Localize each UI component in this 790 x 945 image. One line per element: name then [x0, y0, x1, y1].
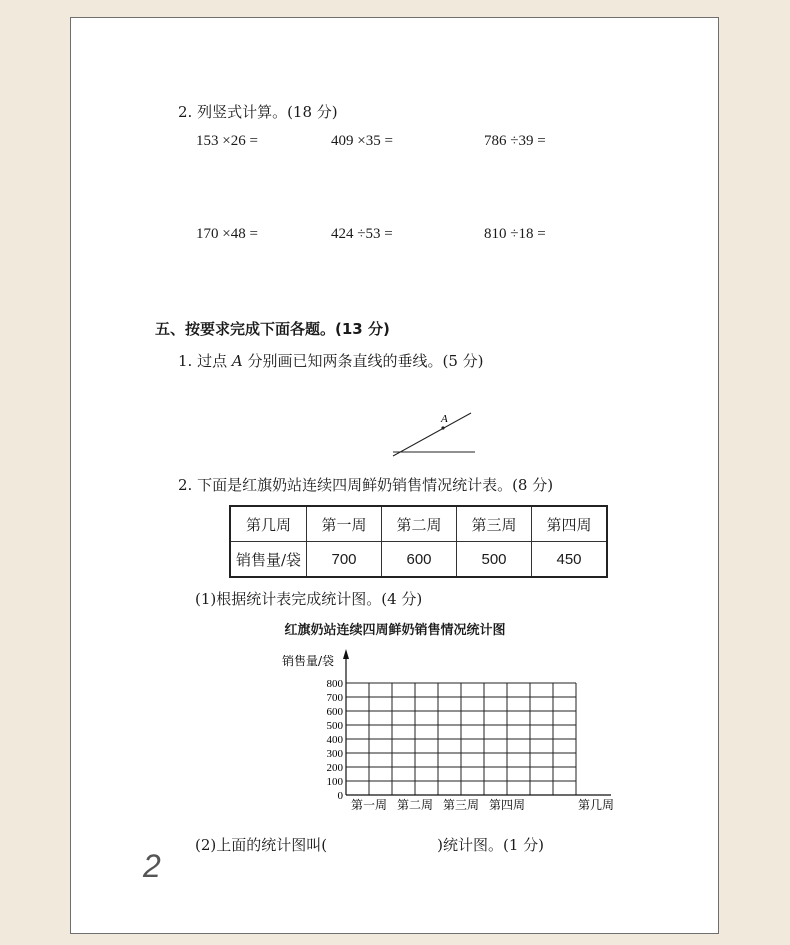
calc-item: 409 ×35 = — [331, 133, 393, 149]
x-tick-label: 第一周 — [350, 798, 388, 812]
slanted-line — [393, 413, 471, 456]
point-a — [441, 426, 444, 429]
table-cell: 第一周 — [307, 506, 382, 542]
chart-title: 红旗奶站连续四周鲜奶销售情况统计图 — [284, 623, 506, 638]
calc-item: 424 ÷53 = — [331, 226, 393, 242]
y-axis-label: 销售量/袋 — [282, 654, 335, 668]
question-4-2-title: 2. 列竖式计算。(18 分) — [178, 103, 338, 121]
calc-item: 153 ×26 = — [196, 133, 258, 149]
table-cell: 第三周 — [457, 506, 532, 542]
y-tick-label: 500 — [326, 720, 343, 732]
y-tick-label: 100 — [326, 776, 343, 788]
page-number: 2 — [143, 848, 161, 884]
question-5-2-title: 2. 下面是红旗奶站连续四周鲜奶销售情况统计表。(8 分) — [178, 476, 554, 494]
table-cell: 450 — [532, 542, 608, 578]
lines-figure — [380, 405, 490, 465]
x-tick-label: 第二周 — [396, 798, 434, 812]
x-axis-label: 第几周 — [577, 798, 615, 812]
table-cell: 700 — [307, 542, 382, 578]
question-5-1-title: 1. 过点 A 分别画已知两条直线的垂线。(5 分) — [178, 352, 484, 370]
calc-item: 786 ÷39 = — [484, 133, 546, 149]
table-header-row — [230, 506, 607, 542]
y-tick-label: 300 — [326, 748, 343, 760]
point-a-label: A — [441, 413, 448, 425]
x-tick-label: 第四周 — [488, 798, 526, 812]
y-axis-arrow — [343, 649, 349, 659]
y-tick-label: 600 — [326, 706, 343, 718]
calc-item: 810 ÷18 = — [484, 226, 546, 242]
bar-chart — [270, 645, 630, 820]
y-tick-label: 700 — [326, 692, 343, 704]
table-cell: 第几周 — [230, 506, 307, 542]
table-cell: 500 — [457, 542, 532, 578]
table-cell: 销售量/袋 — [230, 542, 307, 578]
sales-table — [229, 505, 608, 578]
sub-question-2: (2)上面的统计图叫( )统计图。(1 分) — [195, 836, 544, 854]
sub-question-1: (1)根据统计表完成统计图。(4 分) — [195, 590, 423, 608]
y-tick-label: 0 — [337, 790, 343, 802]
calc-item: 170 ×48 = — [196, 226, 258, 242]
x-tick-label: 第三周 — [442, 798, 480, 812]
table-cell: 第四周 — [532, 506, 608, 542]
table-cell: 600 — [382, 542, 457, 578]
table-cell: 第二周 — [382, 506, 457, 542]
section-5-title: 五、按要求完成下面各题。(13 分) — [155, 320, 390, 338]
y-tick-label: 400 — [326, 734, 343, 746]
y-tick-label: 200 — [326, 762, 343, 774]
y-tick-label: 800 — [326, 678, 343, 690]
table-row — [230, 542, 607, 578]
